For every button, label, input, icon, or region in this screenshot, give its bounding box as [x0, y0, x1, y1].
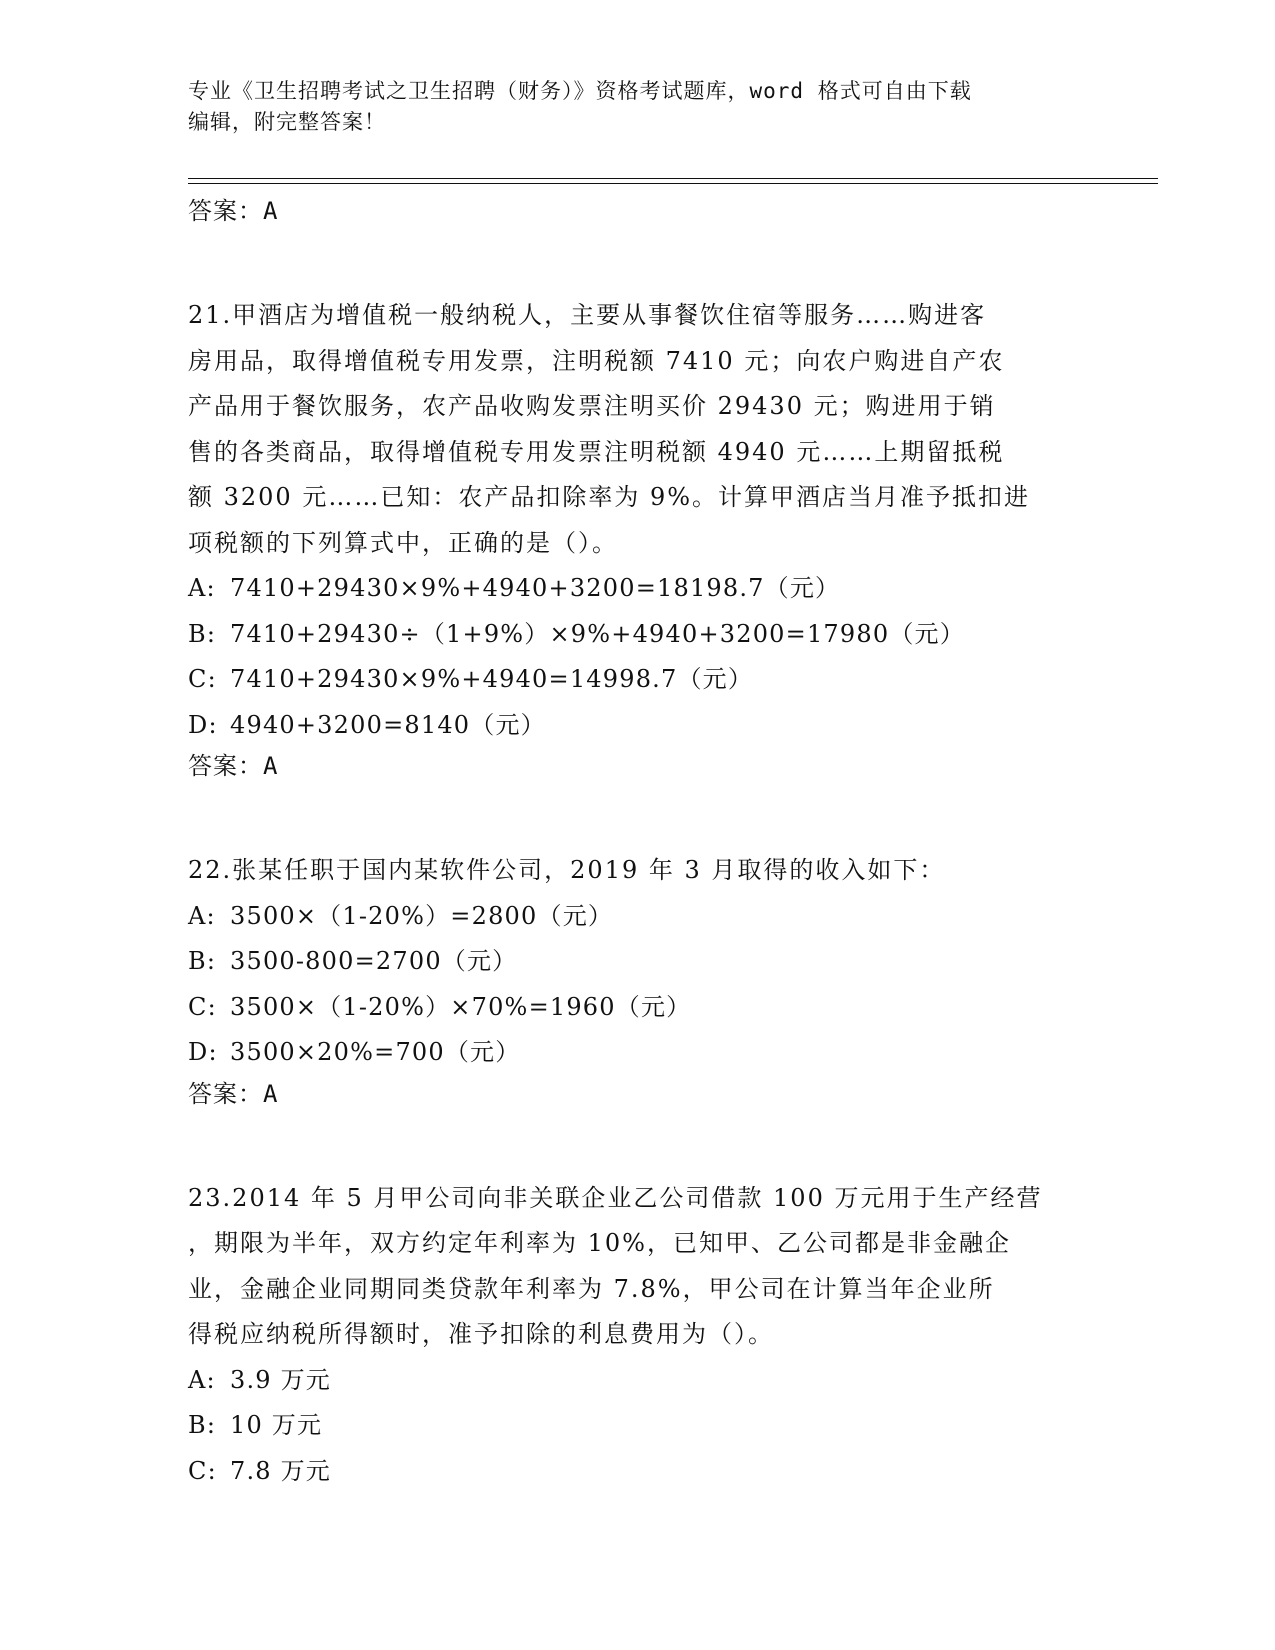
stem-line: 售的各类商品，取得增值税专用发票注明税额 4940 元……上期留抵税: [188, 437, 1005, 466]
option-text: 3500-800=2700（元）: [230, 947, 518, 975]
option-letter: B:: [188, 1411, 217, 1439]
question-22: [188, 848, 1088, 1112]
answer-line: 答案：A: [188, 1079, 279, 1108]
option-text: 7410+29430÷（1+9%）×9%+4940+3200=17980（元）: [230, 619, 965, 648]
question-content: [188, 193, 1088, 1494]
answer-line: 答案：A: [188, 752, 279, 780]
option-c: [188, 1449, 1088, 1495]
option-text: 3500×（1-20%）=2800（元）: [230, 901, 614, 930]
option-text: 3.9 万元: [230, 1365, 331, 1394]
option-c: [188, 657, 1088, 703]
option-letter: A:: [188, 574, 216, 602]
stem-line: 得税应纳税所得额时，准予扣除的利息费用为（）。: [188, 1320, 774, 1348]
header-line-1: 专业《卫生招聘考试之卫生招聘（财务）》资格考试题库，word 格式可自由下载: [188, 79, 972, 103]
option-letter: C:: [188, 1456, 217, 1485]
option-b: [188, 939, 1088, 985]
option-letter: B:: [188, 947, 217, 975]
option-text: 10 万元: [230, 1411, 323, 1439]
option-d: [188, 703, 1088, 749]
option-text: 3500×（1-20%）×70%=1960（元）: [230, 992, 692, 1021]
option-letter: A:: [188, 1365, 216, 1394]
question-21: [188, 293, 1088, 784]
option-letter: A:: [188, 901, 216, 930]
stem-line: 额 3200 元……已知：农产品扣除率为 9%。计算甲酒店当月准予抵扣进: [188, 483, 1031, 511]
stem-line: 22.张某任职于国内某软件公司，2019 年 3 月取得的收入如下：: [188, 856, 946, 884]
option-d: [188, 1030, 1088, 1076]
option-letter: B:: [188, 619, 217, 648]
option-letter: C:: [188, 665, 217, 693]
option-text: 7410+29430×9%+4940+3200=18198.7（元）: [230, 574, 841, 602]
question-stem: [188, 848, 1088, 894]
header-divider: [188, 178, 1158, 184]
option-text: 4940+3200=8140（元）: [230, 710, 546, 739]
option-letter: C:: [188, 992, 217, 1021]
option-letter: D:: [188, 710, 218, 739]
question-stem: [188, 1176, 1088, 1358]
option-letter: D:: [188, 1038, 218, 1066]
option-b: [188, 612, 1088, 658]
header-line-2: 编辑，附完整答案！: [188, 110, 386, 134]
stem-line: 项税额的下列算式中，正确的是（）。: [188, 528, 618, 557]
option-a: [188, 566, 1088, 612]
question-23: [188, 1176, 1088, 1495]
stem-line: 23.2014 年 5 月甲公司向非关联企业乙公司借款 100 万元用于生产经营: [188, 1183, 1043, 1212]
page-header: [188, 76, 1068, 138]
option-c: [188, 985, 1088, 1031]
stem-line: 21.甲酒店为增值税一般纳税人，主要从事餐饮住宿等服务……购进客: [188, 301, 987, 329]
stem-line: 业，金融企业同期同类贷款年利率为 7.8%，甲公司在计算当年企业所: [188, 1274, 995, 1303]
option-a: [188, 1358, 1088, 1404]
option-a: [188, 894, 1088, 940]
stem-line: ，期限为半年，双方约定年利率为 10%，已知甲、乙公司都是非金融企: [188, 1229, 1011, 1257]
answer-line: 答案：A: [188, 197, 279, 225]
option-text: 7410+29430×9%+4940=14998.7（元）: [230, 665, 754, 693]
question-stem: [188, 293, 1088, 566]
stem-line: 产品用于餐饮服务，农产品收购发票注明买价 29430 元；购进用于销: [188, 392, 996, 420]
option-b: [188, 1403, 1088, 1449]
stem-line: 房用品，取得增值税专用发票，注明税额 7410 元；向农户购进自产农: [188, 346, 1005, 375]
option-text: 7.8 万元: [230, 1456, 331, 1485]
option-text: 3500×20%=700（元）: [230, 1038, 521, 1066]
